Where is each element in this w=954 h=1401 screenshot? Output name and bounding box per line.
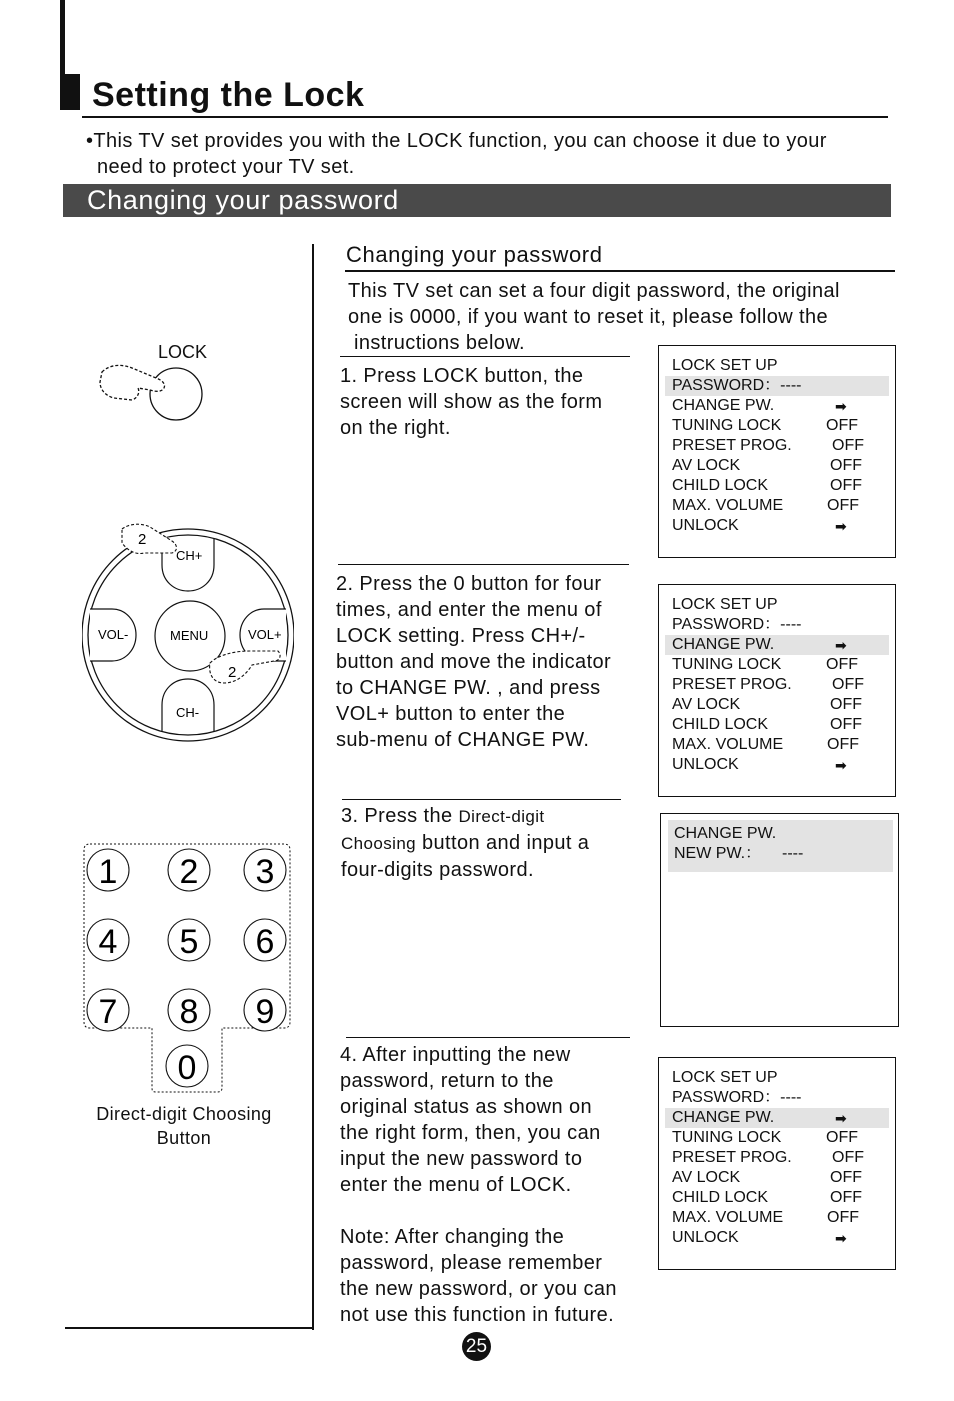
- step-4-text: [340, 1042, 601, 1198]
- section-title: Changing your password: [87, 185, 399, 215]
- subsection-heading: Changing your password: [346, 242, 603, 267]
- intro-line-1: •This TV set provides you with the LOCK function, you can choose it due to your: [86, 130, 827, 152]
- new-pw-label: NEW PW.：: [674, 845, 762, 862]
- max-volume-label: MAX. VOLUME: [672, 497, 784, 514]
- lock-button-label: LOCK: [158, 342, 208, 362]
- step-line: password, return to the: [340, 1070, 554, 1092]
- menu-row-tuning-lock[interactable]: [665, 655, 889, 675]
- menu-row-unlock[interactable]: [665, 516, 889, 536]
- preset-prog-label: PRESET PROG.: [672, 437, 792, 454]
- preset-prog-value: OFF: [832, 437, 864, 454]
- step-line: sub-menu of CHANGE PW.: [336, 729, 590, 751]
- lock-setup-screen-1: [658, 345, 896, 558]
- step-line: on the right.: [340, 417, 451, 439]
- note-text: [340, 1224, 617, 1328]
- caption-line-1: Direct-digit Choosing: [96, 1104, 272, 1124]
- menu-row-av-lock[interactable]: [665, 1168, 889, 1188]
- unlock-label: UNLOCK: [672, 1229, 739, 1246]
- arrow-right-icon: ➡: [835, 637, 847, 653]
- step-divider: [338, 564, 629, 565]
- note-line: not use this function in future.: [340, 1304, 615, 1326]
- av-lock-value: OFF: [830, 457, 862, 474]
- max-volume-label: MAX. VOLUME: [672, 1209, 784, 1226]
- step-line: 1. Press LOCK button, the: [340, 365, 584, 387]
- password-label: PASSWORD：----: [672, 377, 802, 394]
- arrow-right-icon: ➡: [835, 398, 847, 414]
- digit-9-label: 9: [255, 993, 275, 1031]
- ch-plus-label: CH+: [176, 548, 203, 563]
- menu-row-max-volume[interactable]: [665, 1208, 889, 1228]
- arrow-right-icon: ➡: [835, 1110, 847, 1126]
- number-pad-caption: [80, 1102, 288, 1150]
- step-3-text: [341, 803, 589, 883]
- digit-1-label: 1: [98, 853, 118, 891]
- change-pw-screen: [660, 813, 899, 1027]
- change-pw-label: CHANGE PW.: [672, 1109, 775, 1126]
- preset-prog-value: OFF: [832, 1149, 864, 1166]
- menu-row-av-lock[interactable]: [665, 695, 889, 715]
- note-line: password, please remember: [340, 1252, 603, 1274]
- child-lock-value: OFF: [830, 716, 862, 733]
- av-lock-value: OFF: [830, 1169, 862, 1186]
- menu-row-password[interactable]: [665, 376, 889, 396]
- intro-text: [86, 128, 916, 180]
- tuning-lock-label: TUNING LOCK: [672, 417, 782, 434]
- note-line: Note: After changing the: [340, 1226, 565, 1248]
- step-line: LOCK setting. Press CH+/-: [336, 625, 586, 647]
- step-divider: [342, 799, 621, 800]
- lock-button[interactable]: [150, 368, 202, 420]
- menu-row-title: [665, 595, 889, 615]
- unlock-label: UNLOCK: [672, 756, 739, 773]
- menu-row-change-pw[interactable]: [665, 396, 889, 416]
- menu-title: LOCK SET UP: [672, 357, 778, 374]
- av-lock-label: AV LOCK: [672, 696, 741, 713]
- child-lock-label: CHILD LOCK: [672, 716, 769, 733]
- step-3-small-2: Choosing: [341, 834, 417, 853]
- step-3-small-1: Direct-digit: [458, 807, 545, 826]
- lock-button-illustration: [96, 358, 216, 428]
- step-line: original status as shown on: [340, 1096, 593, 1118]
- new-pw-value: ----: [782, 845, 804, 862]
- menu-row-preset-prog[interactable]: [665, 436, 889, 456]
- menu-row-tuning-lock[interactable]: [665, 1128, 889, 1148]
- max-volume-value: OFF: [827, 736, 859, 753]
- menu-row-max-volume[interactable]: [665, 735, 889, 755]
- digit-0-label: 0: [177, 1049, 197, 1087]
- digit-4-label: 4: [98, 923, 118, 961]
- digit-7-label: 7: [98, 993, 118, 1031]
- lock-setup-screen-4: [658, 1057, 896, 1270]
- step-1-text: [340, 363, 602, 441]
- digit-3-label: 3: [255, 853, 275, 891]
- intro-line-2: need to protect your TV set.: [97, 156, 355, 178]
- note-line: the new password, or you can: [340, 1278, 617, 1300]
- vol-plus-label: VOL+: [248, 627, 282, 642]
- ch-minus-label: CH-: [176, 705, 200, 720]
- step-line: VOL+ button to enter the: [336, 703, 566, 725]
- change-pw-label: CHANGE PW.: [672, 636, 775, 653]
- step-divider: [340, 356, 630, 357]
- menu-row-title: [665, 1068, 889, 1088]
- password-label: PASSWORD：----: [672, 616, 802, 633]
- digit-5-label: 5: [179, 923, 199, 961]
- max-volume-value: OFF: [827, 497, 859, 514]
- step-3-rest: button and input a: [416, 832, 590, 854]
- dpad-illustration: [82, 515, 294, 750]
- menu-row-child-lock[interactable]: [665, 476, 889, 496]
- digit-6-label: 6: [255, 923, 275, 961]
- change-pw-label: CHANGE PW.: [672, 397, 775, 414]
- tuning-lock-value: OFF: [826, 656, 858, 673]
- dpad-callout-right: 2: [228, 664, 237, 681]
- header-accent-line: [60, 0, 65, 80]
- menu-row-preset-prog[interactable]: [665, 1148, 889, 1168]
- vol-minus-label: VOL-: [98, 627, 129, 642]
- menu-row-child-lock[interactable]: [665, 1188, 889, 1208]
- digit-8-label: 8: [179, 993, 199, 1031]
- column-divider: [312, 244, 314, 1330]
- menu-row-av-lock[interactable]: [665, 456, 889, 476]
- caption-line-2: Button: [156, 1128, 212, 1148]
- step-line: [341, 830, 589, 857]
- menu-row-unlock[interactable]: [665, 1228, 889, 1248]
- menu-row-password[interactable]: [665, 1088, 889, 1108]
- column-bottom-rule: [65, 1327, 314, 1329]
- change-pw-title: CHANGE PW.: [674, 825, 777, 842]
- menu-row-change-pw[interactable]: [665, 635, 889, 655]
- intro-text-line: This TV set can set a four digit password, the original: [348, 280, 840, 302]
- child-lock-label: CHILD LOCK: [672, 1189, 769, 1206]
- step-line: four-digits password.: [341, 859, 534, 881]
- subsection-underline: [345, 270, 895, 272]
- arrow-right-icon: ➡: [835, 1230, 847, 1246]
- menu-label: MENU: [170, 628, 209, 643]
- av-lock-label: AV LOCK: [672, 1169, 741, 1186]
- step-divider: [346, 1037, 630, 1038]
- intro-text-line: one is 0000, if you want to reset it, please follow the: [348, 306, 829, 328]
- av-lock-value: OFF: [830, 696, 862, 713]
- menu-row-change-pw[interactable]: [665, 1108, 889, 1128]
- menu-title: LOCK SET UP: [672, 1069, 778, 1086]
- step-2-text: [336, 571, 611, 753]
- menu-row-unlock[interactable]: [665, 755, 889, 775]
- step-line: input the new password to: [340, 1148, 583, 1170]
- step-line: to CHANGE PW. , and press: [336, 677, 601, 699]
- menu-row-password[interactable]: [665, 615, 889, 635]
- child-lock-value: OFF: [830, 1189, 862, 1206]
- max-volume-value: OFF: [827, 1209, 859, 1226]
- lock-setup-screen-2: [658, 584, 896, 797]
- change-pw-title-row: [667, 824, 892, 844]
- av-lock-label: AV LOCK: [672, 457, 741, 474]
- step-line: enter the menu of LOCK.: [340, 1174, 572, 1196]
- tuning-lock-value: OFF: [826, 417, 858, 434]
- dpad-callout-top: 2: [138, 531, 147, 548]
- step-line: times, and enter the menu of: [336, 599, 602, 621]
- menu-row-max-volume[interactable]: [665, 496, 889, 516]
- step-line: [341, 803, 589, 830]
- intro-text-line: instructions below.: [354, 332, 526, 354]
- password-label: PASSWORD：----: [672, 1089, 802, 1106]
- new-pw-row[interactable]: [667, 844, 892, 864]
- preset-prog-label: PRESET PROG.: [672, 676, 792, 693]
- menu-row-preset-prog[interactable]: [665, 675, 889, 695]
- step-line: screen will show as the form: [340, 391, 603, 413]
- hand-pointer-icon: [122, 524, 177, 553]
- menu-row-child-lock[interactable]: [665, 715, 889, 735]
- tuning-lock-label: TUNING LOCK: [672, 656, 782, 673]
- step-line: 2. Press the 0 button for four: [336, 573, 602, 595]
- page-title: Setting the Lock: [92, 76, 365, 114]
- arrow-right-icon: ➡: [835, 518, 847, 534]
- preset-prog-value: OFF: [832, 676, 864, 693]
- step-line: the right form, then, you can: [340, 1122, 601, 1144]
- child-lock-label: CHILD LOCK: [672, 477, 769, 494]
- page-number: 25: [462, 1332, 491, 1361]
- unlock-label: UNLOCK: [672, 517, 739, 534]
- preset-prog-label: PRESET PROG.: [672, 1149, 792, 1166]
- step-line: button and move the indicator: [336, 651, 612, 673]
- title-underline: [82, 116, 888, 118]
- header-accent-block: [60, 74, 80, 110]
- digit-2-label: 2: [179, 853, 199, 891]
- menu-title: LOCK SET UP: [672, 596, 778, 613]
- child-lock-value: OFF: [830, 477, 862, 494]
- number-pad-illustration: [80, 840, 294, 1094]
- tuning-lock-value: OFF: [826, 1129, 858, 1146]
- menu-row-tuning-lock[interactable]: [665, 416, 889, 436]
- step-3-prefix: 3. Press the: [341, 805, 459, 827]
- step-line: 4. After inputting the new: [340, 1044, 571, 1066]
- tuning-lock-label: TUNING LOCK: [672, 1129, 782, 1146]
- menu-row-title: [665, 356, 889, 376]
- arrow-right-icon: ➡: [835, 757, 847, 773]
- max-volume-label: MAX. VOLUME: [672, 736, 784, 753]
